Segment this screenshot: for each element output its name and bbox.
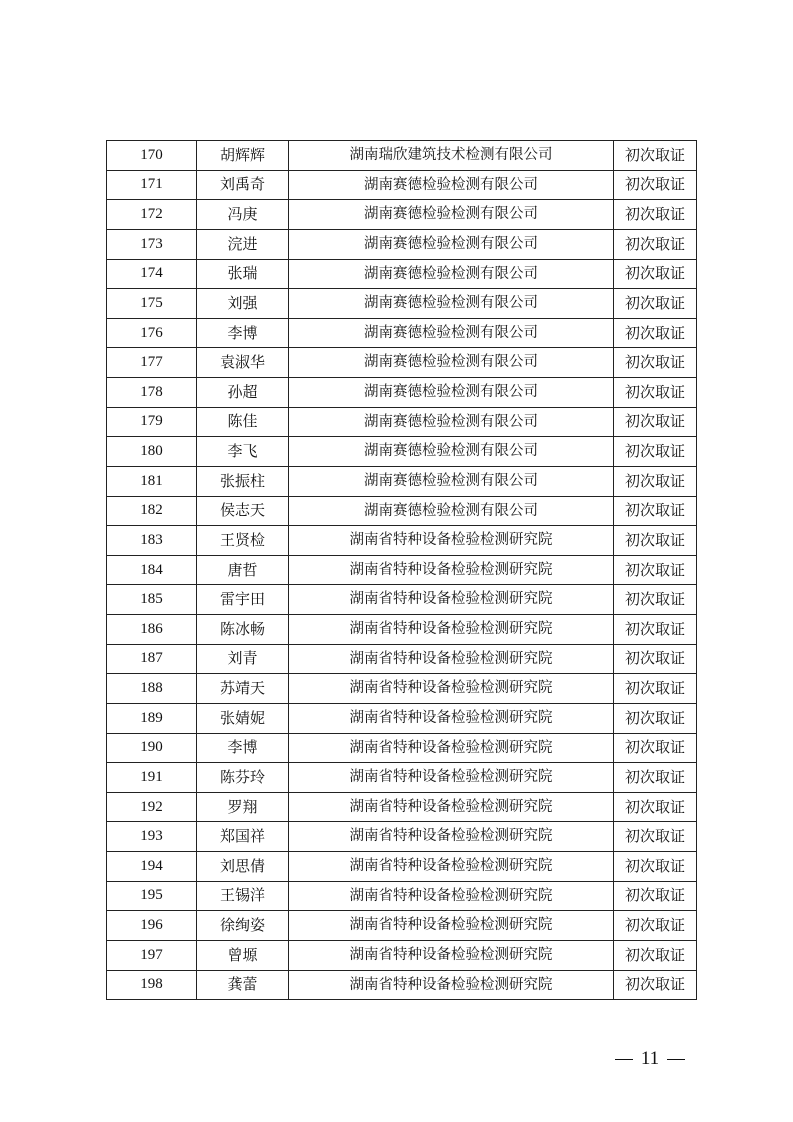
organization-name-cell: 湖南赛德检验检测有限公司	[289, 496, 614, 526]
table-row	[107, 437, 697, 467]
organization-name-cell: 湖南省特种设备检验检测研究院	[289, 822, 614, 852]
table-row	[107, 733, 697, 763]
row-number-cell: 170	[107, 141, 197, 171]
organization-name-cell: 湖南省特种设备检验检测研究院	[289, 703, 614, 733]
person-name-cell: 罗翔	[197, 792, 289, 822]
table-row	[107, 229, 697, 259]
organization-name-cell: 湖南省特种设备检验检测研究院	[289, 911, 614, 941]
table-row	[107, 141, 697, 171]
organization-name-cell: 湖南赛德检验检测有限公司	[289, 170, 614, 200]
person-name-cell: 张振柱	[197, 466, 289, 496]
row-number-cell: 180	[107, 437, 197, 467]
organization-name-cell: 湖南省特种设备检验检测研究院	[289, 674, 614, 704]
organization-name-cell: 湖南赛德检验检测有限公司	[289, 378, 614, 408]
certificate-roster-table	[106, 140, 697, 1000]
person-name-cell: 张瑞	[197, 259, 289, 289]
person-name-cell: 李博	[197, 318, 289, 348]
table-row	[107, 644, 697, 674]
certificate-type-cell: 初次取证	[614, 526, 697, 556]
certificate-type-cell: 初次取证	[614, 911, 697, 941]
person-name-cell: 李飞	[197, 437, 289, 467]
organization-name-cell: 湖南省特种设备检验检测研究院	[289, 940, 614, 970]
certificate-type-cell: 初次取证	[614, 852, 697, 882]
table-row	[107, 200, 697, 230]
person-name-cell: 苏靖天	[197, 674, 289, 704]
row-number-cell: 176	[107, 318, 197, 348]
table-row	[107, 970, 697, 1000]
certificate-type-cell: 初次取证	[614, 496, 697, 526]
person-name-cell: 刘思倩	[197, 852, 289, 882]
row-number-cell: 183	[107, 526, 197, 556]
person-name-cell: 孙超	[197, 378, 289, 408]
row-number-cell: 197	[107, 940, 197, 970]
person-name-cell: 陈冰畅	[197, 615, 289, 645]
organization-name-cell: 湖南赛德检验检测有限公司	[289, 318, 614, 348]
person-name-cell: 王锡洋	[197, 881, 289, 911]
table-row	[107, 674, 697, 704]
certificate-type-cell: 初次取证	[614, 200, 697, 230]
certificate-type-cell: 初次取证	[614, 792, 697, 822]
row-number-cell: 187	[107, 644, 197, 674]
table-row	[107, 466, 697, 496]
person-name-cell: 胡辉辉	[197, 141, 289, 171]
table-row	[107, 348, 697, 378]
organization-name-cell: 湖南赛德检验检测有限公司	[289, 200, 614, 230]
table-row	[107, 792, 697, 822]
organization-name-cell: 湖南省特种设备检验检测研究院	[289, 615, 614, 645]
row-number-cell: 181	[107, 466, 197, 496]
table-row	[107, 940, 697, 970]
certificate-type-cell: 初次取证	[614, 289, 697, 319]
table-row	[107, 289, 697, 319]
certificate-type-cell: 初次取证	[614, 141, 697, 171]
row-number-cell: 186	[107, 615, 197, 645]
person-name-cell: 刘强	[197, 289, 289, 319]
certificate-type-cell: 初次取证	[614, 229, 697, 259]
table-row	[107, 911, 697, 941]
organization-name-cell: 湖南赛德检验检测有限公司	[289, 437, 614, 467]
organization-name-cell: 湖南省特种设备检验检测研究院	[289, 970, 614, 1000]
certificate-type-cell: 初次取证	[614, 970, 697, 1000]
organization-name-cell: 湖南省特种设备检验检测研究院	[289, 881, 614, 911]
row-number-cell: 191	[107, 763, 197, 793]
certificate-type-cell: 初次取证	[614, 437, 697, 467]
certificate-type-cell: 初次取证	[614, 466, 697, 496]
table-row	[107, 822, 697, 852]
row-number-cell: 184	[107, 555, 197, 585]
person-name-cell: 唐哲	[197, 555, 289, 585]
table-row	[107, 407, 697, 437]
row-number-cell: 174	[107, 259, 197, 289]
organization-name-cell: 湖南省特种设备检验检测研究院	[289, 585, 614, 615]
person-name-cell: 徐绚姿	[197, 911, 289, 941]
organization-name-cell: 湖南赛德检验检测有限公司	[289, 289, 614, 319]
person-name-cell: 袁淑华	[197, 348, 289, 378]
certificate-type-cell: 初次取证	[614, 940, 697, 970]
row-number-cell: 177	[107, 348, 197, 378]
person-name-cell: 李博	[197, 733, 289, 763]
row-number-cell: 190	[107, 733, 197, 763]
person-name-cell: 曾塬	[197, 940, 289, 970]
table-row	[107, 259, 697, 289]
table-row	[107, 555, 697, 585]
row-number-cell: 194	[107, 852, 197, 882]
row-number-cell: 198	[107, 970, 197, 1000]
person-name-cell: 刘青	[197, 644, 289, 674]
certificate-type-cell: 初次取证	[614, 170, 697, 200]
organization-name-cell: 湖南赛德检验检测有限公司	[289, 407, 614, 437]
organization-name-cell: 湖南省特种设备检验检测研究院	[289, 852, 614, 882]
certificate-type-cell: 初次取证	[614, 733, 697, 763]
organization-name-cell: 湖南赛德检验检测有限公司	[289, 466, 614, 496]
certificate-type-cell: 初次取证	[614, 318, 697, 348]
certificate-type-cell: 初次取证	[614, 703, 697, 733]
row-number-cell: 175	[107, 289, 197, 319]
person-name-cell: 郑国祥	[197, 822, 289, 852]
table-row	[107, 318, 697, 348]
organization-name-cell: 湖南省特种设备检验检测研究院	[289, 644, 614, 674]
certificate-type-cell: 初次取证	[614, 615, 697, 645]
row-number-cell: 171	[107, 170, 197, 200]
table-row	[107, 852, 697, 882]
certificate-type-cell: 初次取证	[614, 763, 697, 793]
table-row	[107, 585, 697, 615]
certificate-type-cell: 初次取证	[614, 348, 697, 378]
table-row	[107, 615, 697, 645]
organization-name-cell: 湖南省特种设备检验检测研究院	[289, 792, 614, 822]
person-name-cell: 王贤检	[197, 526, 289, 556]
organization-name-cell: 湖南省特种设备检验检测研究院	[289, 763, 614, 793]
row-number-cell: 173	[107, 229, 197, 259]
row-number-cell: 192	[107, 792, 197, 822]
certificate-type-cell: 初次取证	[614, 674, 697, 704]
row-number-cell: 185	[107, 585, 197, 615]
row-number-cell: 196	[107, 911, 197, 941]
footer-dash-right	[667, 1059, 685, 1060]
person-name-cell: 张婧妮	[197, 703, 289, 733]
row-number-cell: 193	[107, 822, 197, 852]
organization-name-cell: 湖南赛德检验检测有限公司	[289, 348, 614, 378]
person-name-cell: 侯志天	[197, 496, 289, 526]
certificate-type-cell: 初次取证	[614, 407, 697, 437]
row-number-cell: 172	[107, 200, 197, 230]
person-name-cell: 陈佳	[197, 407, 289, 437]
row-number-cell: 182	[107, 496, 197, 526]
organization-name-cell: 湖南赛德检验检测有限公司	[289, 259, 614, 289]
person-name-cell: 雷宇田	[197, 585, 289, 615]
row-number-cell: 189	[107, 703, 197, 733]
footer-dash-left	[615, 1059, 633, 1060]
certificate-type-cell: 初次取证	[614, 822, 697, 852]
organization-name-cell: 湖南省特种设备检验检测研究院	[289, 733, 614, 763]
certificate-type-cell: 初次取证	[614, 585, 697, 615]
row-number-cell: 195	[107, 881, 197, 911]
table-row	[107, 763, 697, 793]
person-name-cell: 刘禹奇	[197, 170, 289, 200]
roster-table-body	[107, 141, 697, 1000]
person-name-cell: 冯庚	[197, 200, 289, 230]
certificate-type-cell: 初次取证	[614, 644, 697, 674]
certificate-type-cell: 初次取证	[614, 259, 697, 289]
certificate-type-cell: 初次取证	[614, 378, 697, 408]
person-name-cell: 浣进	[197, 229, 289, 259]
row-number-cell: 188	[107, 674, 197, 704]
row-number-cell: 178	[107, 378, 197, 408]
table-row	[107, 526, 697, 556]
table-row	[107, 703, 697, 733]
table-row	[107, 881, 697, 911]
table-row	[107, 378, 697, 408]
certificate-type-cell: 初次取证	[614, 555, 697, 585]
page-number: 11	[640, 1048, 660, 1069]
organization-name-cell: 湖南省特种设备检验检测研究院	[289, 526, 614, 556]
organization-name-cell: 湖南赛德检验检测有限公司	[289, 229, 614, 259]
page-footer	[605, 1046, 695, 1072]
table-row	[107, 496, 697, 526]
table-row	[107, 170, 697, 200]
certificate-type-cell: 初次取证	[614, 881, 697, 911]
person-name-cell: 陈芬玲	[197, 763, 289, 793]
organization-name-cell: 湖南瑞欣建筑技术检测有限公司	[289, 141, 614, 171]
person-name-cell: 龚蕾	[197, 970, 289, 1000]
row-number-cell: 179	[107, 407, 197, 437]
organization-name-cell: 湖南省特种设备检验检测研究院	[289, 555, 614, 585]
